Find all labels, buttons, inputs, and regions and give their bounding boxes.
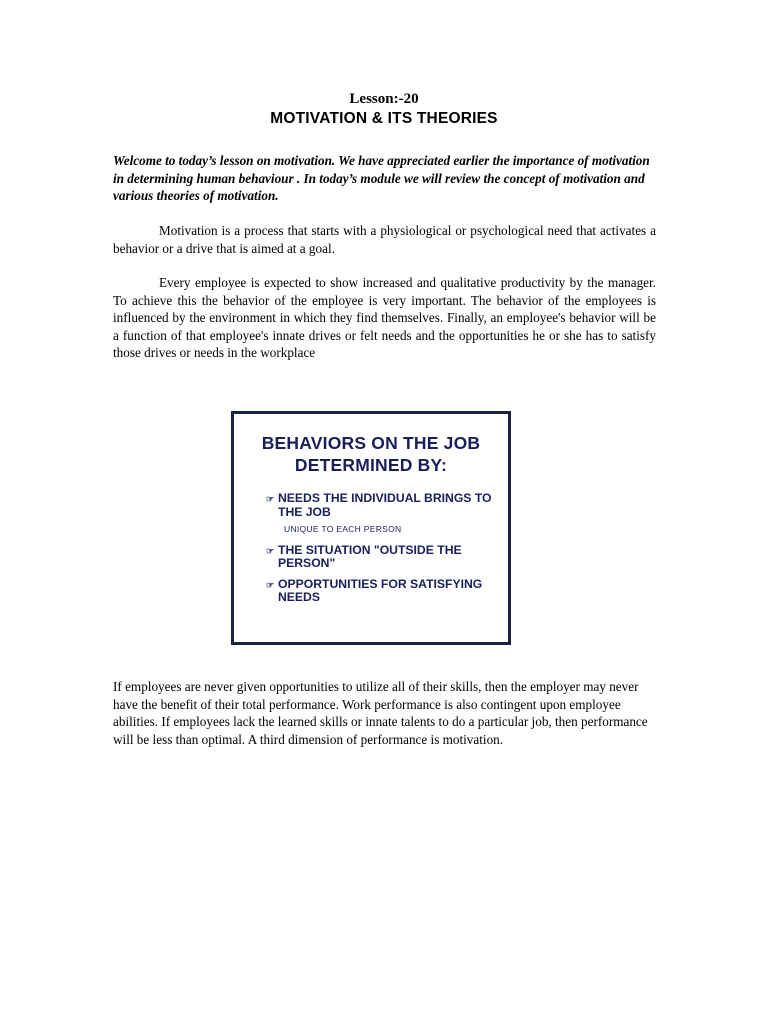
slide-title-line-1: BEHAVIORS ON THE JOB [261, 433, 481, 453]
slide-bullet-text: THE SITUATION "OUTSIDE THE PERSON" [278, 542, 462, 570]
lesson-number: Lesson:-20 [349, 91, 419, 107]
slide-bullet-text: NEEDS THE INDIVIDUAL BRINGS TO THE JOB [278, 491, 492, 519]
slide-bullet-item [268, 492, 498, 537]
pointing-hand-icon: ☞ [266, 494, 275, 504]
slide-bullet-item [268, 578, 498, 605]
body-paragraph-performance: If employees are never given opportunities to utilize all of their skills, then the employer may never have the benefit of their total performance. Work performance is also contingent upon employee abilities. If employees lack the learned skills or innate talents to do a particular job, then performance will be less than optimal. A third dimension of performance is motivation. [113, 679, 648, 747]
slide-bullet-subtext: UNIQUE TO EACH PERSON [284, 524, 402, 534]
pointing-hand-icon: ☞ [266, 579, 275, 590]
intro-paragraph: Welcome to today’s lesson on motivation. We have appreciated earlier the importance of motivation in determining human behaviour . In today’s module we will review the concept of motivation and various theories of motivation. [113, 153, 650, 203]
slide-bullet-list [268, 492, 498, 612]
slide-title [234, 432, 508, 476]
pointing-hand-icon: ☞ [266, 545, 275, 556]
slide-bullet-text: OPPORTUNITIES FOR SATISFYING NEEDS [278, 576, 483, 604]
slide-title-line-2: DETERMINED BY: [294, 455, 448, 475]
body-paragraph-employee-behavior: Every employee is expected to show increased and qualitative productivity by the manager. To achieve this the behavior of the employee is very important. The behavior of the employees is influenced by the environment in which they find themselves. Finally, an employee's behavior will be a function of that employee's innate drives or felt needs and the opportunities he or she has to satisfy those drives or needs in the workplace [113, 275, 656, 360]
lesson-title: MOTIVATION & ITS THEORIES [270, 110, 498, 127]
slide-bullet-item [268, 544, 498, 571]
slide-figure [231, 411, 511, 645]
lesson-heading [0, 90, 768, 128]
body-paragraph-motivation: Motivation is a process that starts with a physiological or psychological need that activates a behavior or a drive that is aimed at a goal. [113, 223, 656, 256]
